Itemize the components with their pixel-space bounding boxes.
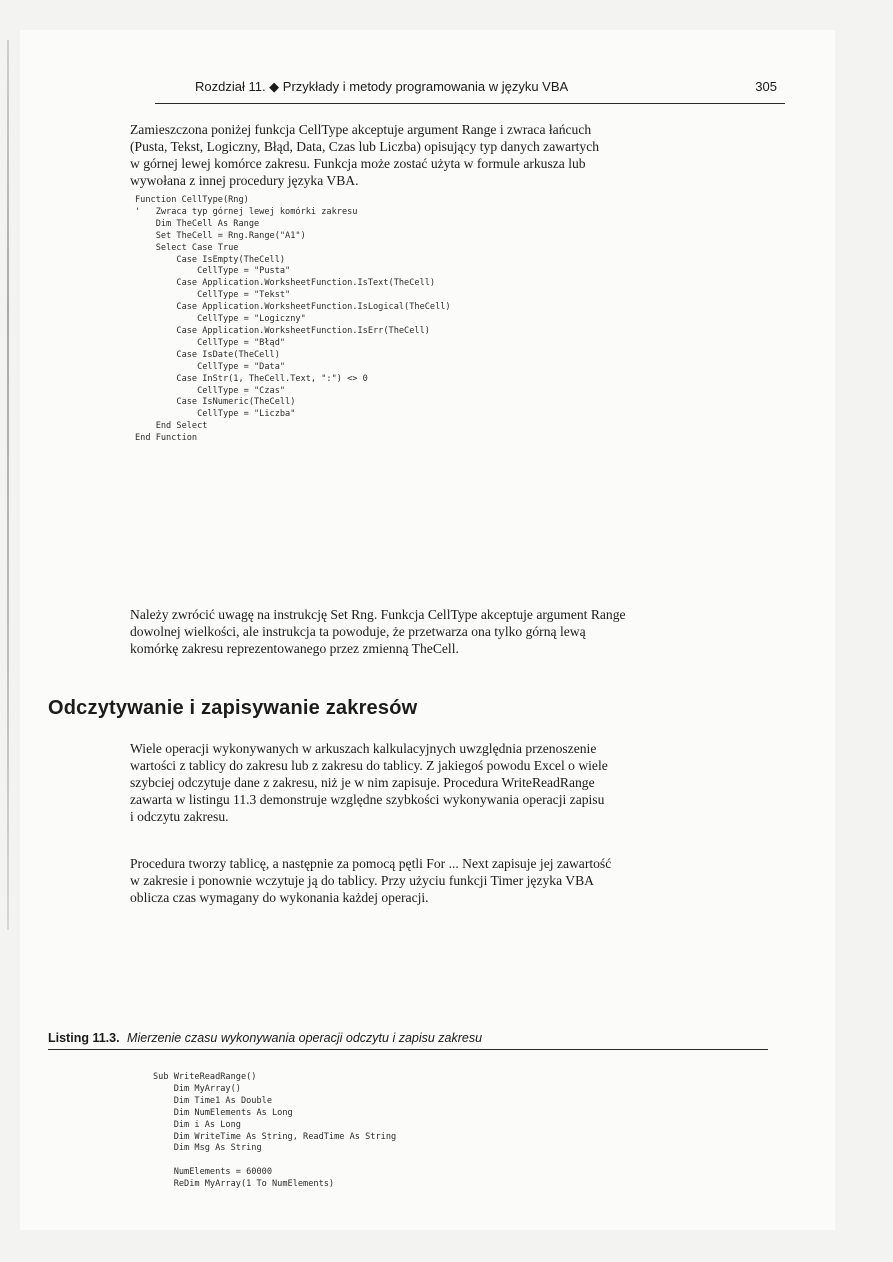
listing-caption — [48, 1031, 768, 1050]
listing-label: Listing 11.3. — [48, 1031, 120, 1045]
scan-edge — [7, 40, 9, 930]
section-paragraph-2: Procedura tworzy tablicę, a następnie za pomocą pętli For ... Next zapisuje jej zawartość w zakresie i ponownie wczytuje ją do tablicy. Przy użyciu funkcji Timer języka VBA oblicza czas wymagany do wykonania każdej operacji. — [130, 856, 612, 905]
running-header — [155, 77, 785, 104]
code-listing-celltype: Function CellType(Rng) ' Zwraca typ górnej lewej komórki zakresu Dim TheCell As Range Set TheCell = Rng.Range("A1") Select Case True Case IsEmpty(TheCell) CellType = "Pusta" Case Application.WorksheetFunction.IsText(TheCell) CellType = "Tekst" Case Application.WorksheetFunction.IsLogical(TheCell) CellType = "Logiczny" Case Application.WorksheetFunction.IsErr(TheCell) CellType = "Błąd" Case IsDate(TheCell) CellType = "Data" Case InStr(1, TheCell.Text, ":") <> 0 CellType = "Czas" Case IsNumeric(TheCell) CellType = "Liczba" End Select End Function — [135, 195, 451, 444]
section-heading: Odczytywanie i zapisywanie zakresów — [48, 697, 418, 719]
section-paragraph-1: Wiele operacji wykonywanych w arkuszach kalkulacyjnych uwzględnia przenoszenie wartości z tablicy do zakresu lub z zakresu do tablicy. Z jakiegoś powodu Excel o wiele szybciej odczytuje dane z zakresu, niż je w nim zapisuje. Procedura WriteReadRange zawarta w listingu 11.3 demonstruje względne szybkości wykonywania operacji zapisu i odczytu zakresu. — [130, 741, 608, 824]
code-listing-writereadrange: Sub WriteReadRange() Dim MyArray() Dim Time1 As Double Dim NumElements As Long Dim i As Long Dim WriteTime As String, ReadTime As String Dim Msg As String NumElements = 60000 ReDim MyArray(1 To NumElements) — [153, 1072, 397, 1190]
listing-title: Mierzenie czasu wykonywania operacji odczytu i zapisu zakresu — [127, 1031, 483, 1045]
header-title: Rozdział 11. ◆ Przykłady i metody programowania w języku VBA — [195, 79, 569, 94]
page-number: 305 — [755, 79, 777, 94]
note-paragraph: Należy zwrócić uwagę na instrukcję Set Rng. Funkcja CellType akceptuje argument Range dowolnej wielkości, ale instrukcja ta powoduje, że przetwarza ona tylko górną lewą komórkę zakresu reprezentowanego przez zmienną TheCell. — [130, 607, 626, 656]
intro-paragraph: Zamieszczona poniżej funkcja CellType akceptuje argument Range i zwraca łańcuch (Pusta, Tekst, Logiczny, Błąd, Data, Czas lub Liczba) opisujący typ danych zawartych w górnej lewej komórce zakresu. Funkcja może zostać użyta w formule arkusza lub wywołana z innej procedury języka VBA. — [130, 122, 600, 188]
